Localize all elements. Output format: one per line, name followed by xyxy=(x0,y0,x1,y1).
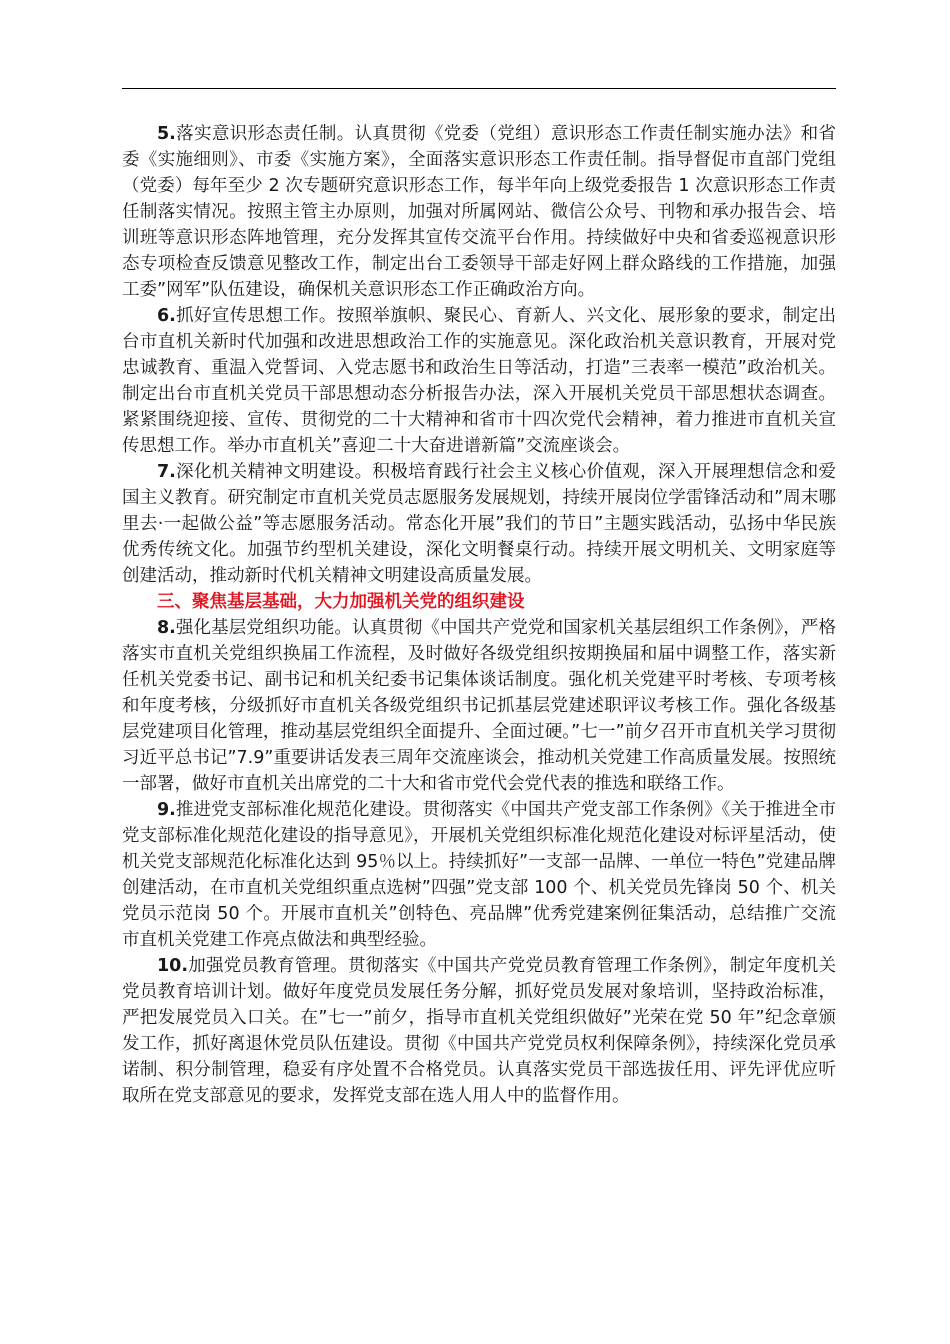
item-text: 推进党支部标准化规范化建设。贯彻落实《中国共产党支部工作条例》《关于推进全市党支部标准化规范化建设的指导意见》，开展机关党组织标准化规范化建设对标评星活动，使机关党支部规范化标准化达到 95％以上。持续抓好”一支部一品牌、一单位一特色”党建品牌创建活动，在市直机关党组织重点选树”四强”党支部 100 个、机关党员先锋岗 50 个、机关党员示范岗 50 个。开展市直机关”创特色、亮品牌”优秀党建案例征集活动，总结推广交流市直机关党建工作亮点做法和典型经验。 xyxy=(122,800,836,950)
item-number: 10. xyxy=(157,956,189,976)
paragraph-item-6 xyxy=(122,303,836,459)
paragraph-item-8 xyxy=(122,615,836,797)
item-text: 加强党员教育管理。贯彻落实《中国共产党党员教育管理工作条例》，制定年度机关党员教育培训计划。做好年度党员发展任务分解，抓好党员发展对象培训，坚持政治标准，严把发展党员入口关。在”七一”前夕，指导市直机关党组织做好”光荣在党 50 年”纪念章颁发工作，抓好离退休党员队伍建设。贯彻《中国共产党党员权利保障条例》，持续深化党员承诺制、积分制管理，稳妥有序处置不合格党员。认真落实党员干部选拔任用、评先评优应听取所在党支部意见的要求，发挥党支部在选人用人中的监督作用。 xyxy=(122,956,836,1106)
paragraph-item-10 xyxy=(122,953,836,1109)
paragraph-item-7 xyxy=(122,459,836,589)
document-body xyxy=(122,121,836,1109)
item-text: 抓好宣传思想工作。按照举旗帜、聚民心、育新人、兴文化、展形象的要求，制定出台市直机关新时代加强和改进思想政治工作的实施意见。深化政治机关意识教育，开展对党忠诚教育、重温入党誓词、入党志愿书和政治生日等活动，打造”三表率一模范”政治机关。制定出台市直机关党员干部思想动态分析报告办法，深入开展机关党员干部思想状态调查。紧紧围绕迎接、宣传、贯彻党的二十大精神和省市十四次党代会精神，着力推进市直机关宣传思想工作。举办市直机关”喜迎二十大奋进谱新篇”交流座谈会。 xyxy=(122,306,836,456)
paragraph-item-9 xyxy=(122,797,836,953)
item-number: 6. xyxy=(157,306,176,326)
item-text: 强化基层党组织功能。认真贯彻《中国共产党党和国家机关基层组织工作条例》，严格落实市直机关党组织换届工作流程，及时做好各级党组织按期换届和届中调整工作，落实新任机关党委书记、副书记和机关纪委书记集体谈话制度。强化机关党建平时考核、专项考核和年度考核，分级抓好市直机关各级党组织书记抓基层党建述职评议考核工作。强化各级基层党建项目化管理，推动基层党组织全面提升、全面过硬。”七一”前夕召开市直机关学习贯彻习近平总书记”7.9”重要讲话发表三周年交流座谈会，推动机关党建工作高质量发展。按照统一部署，做好市直机关出席党的二十大和省市党代会党代表的推选和联络工作。 xyxy=(122,618,836,794)
item-number: 8. xyxy=(157,618,176,638)
item-text: 深化机关精神文明建设。积极培育践行社会主义核心价值观，深入开展理想信念和爱国主义教育。研究制定市直机关党员志愿服务发展规划，持续开展岗位学雷锋活动和”周末哪里去·一起做公益”等志愿服务活动。常态化开展”我们的节日”主题实践活动，弘扬中华民族优秀传统文化。加强节约型机关建设，深化文明餐桌行动。持续开展文明机关、文明家庭等创建活动，推动新时代机关精神文明建设高质量发展。 xyxy=(122,462,836,586)
paragraph-item-5 xyxy=(122,121,836,303)
item-number: 7. xyxy=(157,462,176,482)
item-number: 9. xyxy=(157,800,176,820)
item-text: 落实意识形态责任制。认真贯彻《党委（党组）意识形态工作责任制实施办法》和省委《实施细则》、市委《实施方案》，全面落实意识形态工作责任制。指导督促市直部门党组（党委）每年至少 2 次专题研究意识形态工作，每半年向上级党委报告 1 次意识形态工作责任制落实情况。按照主管主办原则，加强对所属网站、微信公众号、刊物和承办报告会、培训班等意识形态阵地管理，充分发挥其宣传交流平台作用。持续做好中央和省委巡视意识形态专项检查反馈意见整改工作，制定出台工委领导干部走好网上群众路线的工作措施，加强工委”网军”队伍建设，确保机关意识形态工作正确政治方向。 xyxy=(122,124,836,300)
header-rule xyxy=(122,88,836,89)
section-heading: 三、聚焦基层基础，大力加强机关党的组织建设 xyxy=(157,592,525,612)
item-number: 5. xyxy=(157,124,176,144)
